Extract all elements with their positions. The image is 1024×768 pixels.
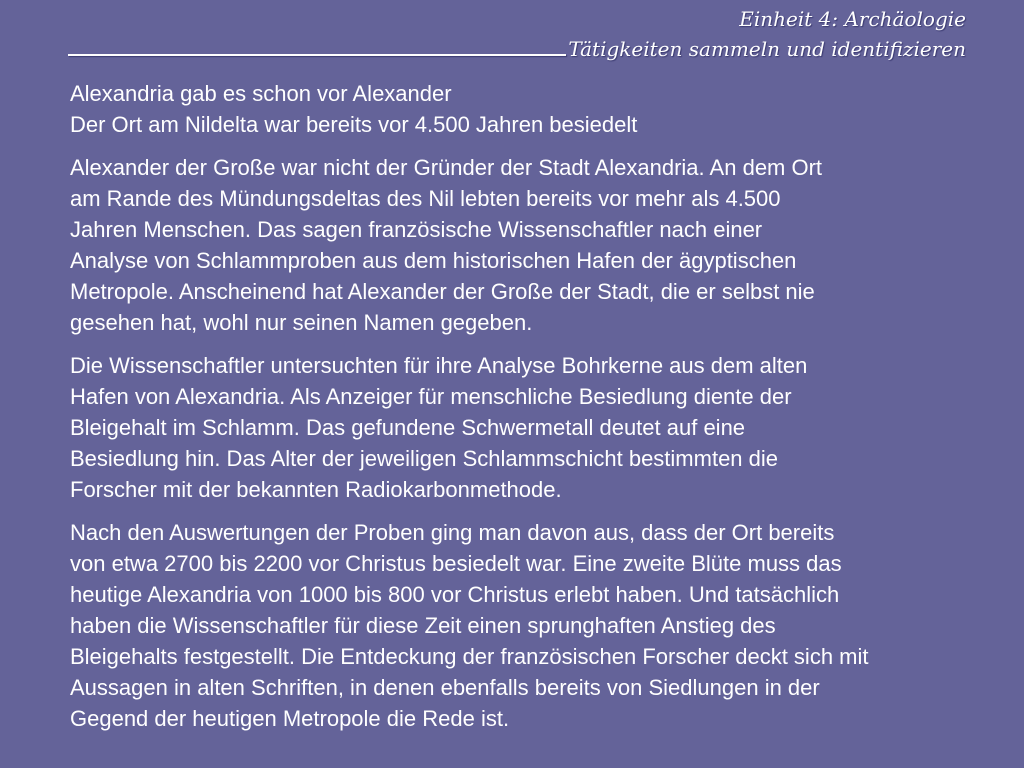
paragraph-line: haben die Wissenschaftler für diese Zeit einen sprunghaften Anstieg des (70, 613, 776, 638)
paragraph-line: Aussagen in alten Schriften, in denen ebenfalls bereits von Siedlungen in der (70, 675, 820, 700)
paragraph-line: am Rande des Mündungsdeltas des Nil lebten bereits vor mehr als 4.500 (70, 186, 781, 211)
article-headline (70, 78, 1010, 140)
paragraph-line: heutige Alexandria von 1000 bis 800 vor Christus erlebt haben. Und tatsächlich (70, 582, 840, 607)
subtitle-text: Tätigkeiten sammeln und identifizieren (568, 37, 966, 61)
paragraph-line: Bleigehalt im Schlamm. Das gefundene Schwermetall deutet auf eine (70, 415, 746, 440)
paragraph-line: Hafen von Alexandria. Als Anzeiger für menschliche Besiedlung diente der (70, 384, 792, 409)
paragraph-line: Nach den Auswertungen der Proben ging man davon aus, dass der Ort bereits (70, 520, 835, 545)
underline-rule (68, 54, 566, 56)
unit-title: Einheit 4: Archäologie (739, 7, 966, 31)
paragraph-line: Gegend der heutigen Metropole die Rede ist. (70, 706, 510, 731)
paragraph-line: Die Wissenschaftler untersuchten für ihre Analyse Bohrkerne aus dem alten (70, 353, 808, 378)
paragraph-3 (70, 517, 1010, 734)
headline-line: Der Ort am Nildelta war bereits vor 4.500 Jahren besiedelt (70, 112, 638, 137)
headline-line: Alexandria gab es schon vor Alexander (70, 81, 452, 106)
slide-header (66, 4, 966, 64)
paragraph-line: Bleigehalts festgestellt. Die Entdeckung der französischen Forscher deckt sich mit (70, 644, 869, 669)
paragraph-line: von etwa 2700 bis 2200 vor Christus besiedelt war. Eine zweite Blüte muss das (70, 551, 842, 576)
paragraph-line: gesehen hat, wohl nur seinen Namen gegeben. (70, 310, 533, 335)
article (70, 78, 1010, 746)
paragraph-2 (70, 350, 1010, 505)
paragraph-line: Jahren Menschen. Das sagen französische Wissenschaftler nach einer (70, 217, 763, 242)
subtitle-line (66, 34, 966, 64)
paragraph-line: Analyse von Schlammproben aus dem historischen Hafen der ägyptischen (70, 248, 797, 273)
paragraph-line: Alexander der Große war nicht der Gründer der Stadt Alexandria. An dem Ort (70, 155, 823, 180)
paragraph-line: Besiedlung hin. Das Alter der jeweiligen Schlammschicht bestimmten die (70, 446, 779, 471)
paragraph-line: Forscher mit der bekannten Radiokarbonmethode. (70, 477, 562, 502)
paragraph-line: Metropole. Anscheinend hat Alexander der Große der Stadt, die er selbst nie (70, 279, 815, 304)
paragraph-1 (70, 152, 1010, 338)
